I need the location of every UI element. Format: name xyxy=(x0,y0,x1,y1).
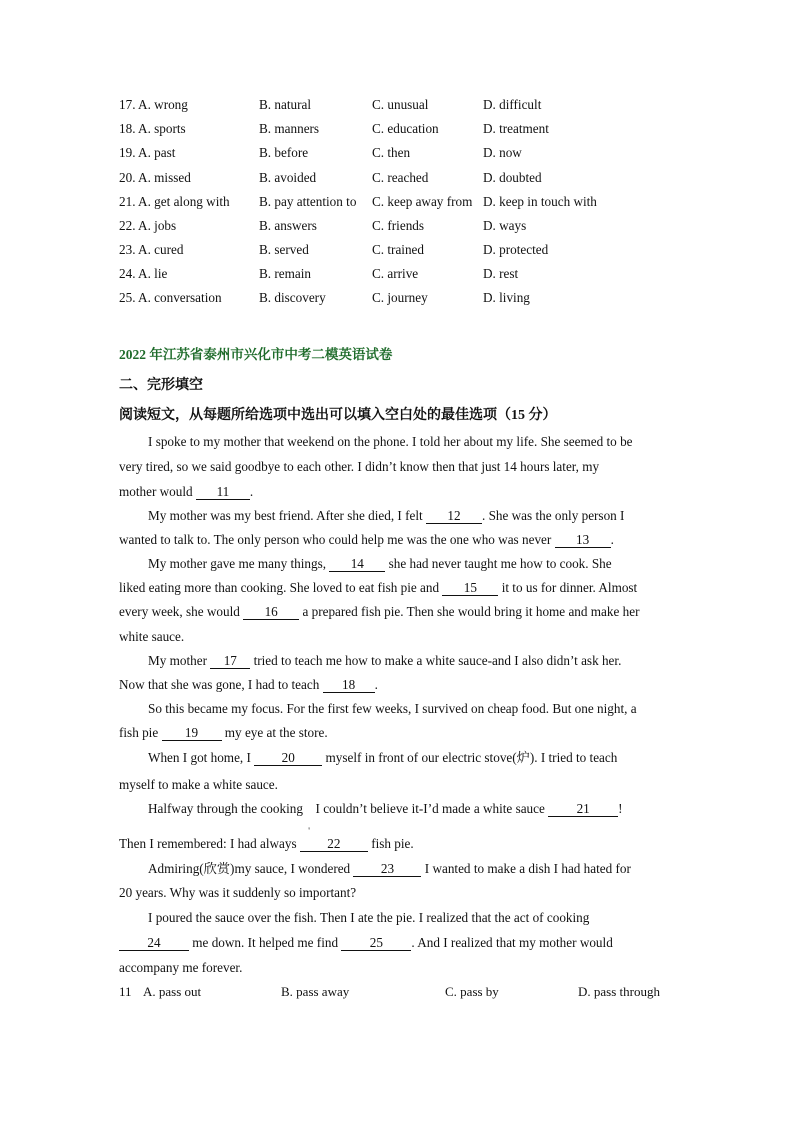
passage-line: accompany me forever. xyxy=(119,960,243,975)
option-d: D. pass through xyxy=(578,984,660,999)
blank-22: 22 xyxy=(300,837,368,852)
passage-line: Halfway through the cooking ' I couldn’t believe it-I’d made a white sauce 21 ! xyxy=(148,801,623,836)
question-number: 11 xyxy=(119,984,132,999)
blank-19: 19 xyxy=(162,726,222,741)
option-d: D. doubted xyxy=(483,170,542,185)
option-a: 25. A. conversation xyxy=(119,290,222,305)
blank-18: 18 xyxy=(323,678,375,693)
passage-line: My mother gave me many things, 14 she had never taught me how to cook. She xyxy=(148,556,612,571)
option-b: B. served xyxy=(259,242,309,257)
passage-line: 20 years. Why was it suddenly so important? xyxy=(119,885,357,900)
blank-12: 12 xyxy=(426,509,482,524)
passage-line: My mother 17 tried to teach me how to make a white sauce-and I also didn’t ask her. xyxy=(148,653,622,668)
option-d: D. keep in touch with xyxy=(483,194,597,209)
blank-25: 25 xyxy=(341,936,411,951)
option-row-11 xyxy=(119,984,679,1000)
passage-line: Admiring(欣赏)my sauce, I wondered 23 I wanted to make a dish I had hated for xyxy=(148,861,631,876)
option-a: A. pass out xyxy=(143,984,202,999)
option-d: D. living xyxy=(483,290,530,305)
passage-line: I poured the sauce over the fish. Then I ate the pie. I realized that the act of cooking xyxy=(148,910,590,925)
option-b: B. answers xyxy=(259,218,317,233)
option-d: D. now xyxy=(483,145,522,160)
option-a: 23. A. cured xyxy=(119,242,184,257)
option-b: B. pass away xyxy=(281,984,350,999)
option-a: 24. A. lie xyxy=(119,266,168,281)
passage-line: myself to make a white sauce. xyxy=(119,777,278,792)
passage-line: liked eating more than cooking. She loved to eat fish pie and 15 it to us for dinner. Almost xyxy=(119,580,638,595)
passage-line: When I got home, I 20 myself in front of our electric stove(炉). I tried to teach xyxy=(148,750,618,765)
option-b: B. manners xyxy=(259,121,320,136)
passage-line: wanted to talk to. The only person who could help me was the one who was never 13 . xyxy=(119,532,614,547)
option-a: 21. A. get along with xyxy=(119,194,230,209)
passage-line: 24 me down. It helped me find 25 . And I realized that my mother would xyxy=(119,935,613,951)
option-c: C. trained xyxy=(372,242,425,257)
passage-line: fish pie 19 my eye at the store. xyxy=(119,725,328,740)
option-d: D. difficult xyxy=(483,97,542,112)
option-c: C. then xyxy=(372,145,411,160)
option-a: 17. A. wrong xyxy=(119,97,188,112)
blank-15: 15 xyxy=(442,581,498,596)
option-c: C. keep away from xyxy=(372,194,473,209)
option-a: 18. A. sports xyxy=(119,121,186,136)
blank-16: 16 xyxy=(243,605,299,620)
blank-14: 14 xyxy=(329,557,385,572)
option-b: B. remain xyxy=(259,266,312,281)
option-d: D. treatment xyxy=(483,121,549,136)
option-b: B. pay attention to xyxy=(259,194,357,209)
option-d: D. rest xyxy=(483,266,519,281)
option-a: 22. A. jobs xyxy=(119,218,177,233)
passage-line: Now that she was gone, I had to teach 18 . xyxy=(119,677,378,692)
option-d: D. ways xyxy=(483,218,527,233)
section-heading: 二、完形填空 xyxy=(119,378,203,393)
passage-line: So this became my focus. For the first few weeks, I survived on cheap food. But one night, a xyxy=(148,701,637,716)
option-c: C. reached xyxy=(372,170,429,185)
option-c: C. education xyxy=(372,121,439,136)
instruction: 阅读短文，从每题所给选项中选出可以填入空白处的最佳选项（15 分） xyxy=(119,408,557,423)
exam-title: 2022 年江苏省泰州市兴化市中考二模英语试卷 xyxy=(119,347,393,362)
blank-21: 21 xyxy=(548,802,618,817)
passage-line: My mother was my best friend. After she died, I felt 12 . She was the only person I xyxy=(148,508,625,523)
blank-17: 17 xyxy=(210,654,250,669)
option-c: C. friends xyxy=(372,218,425,233)
option-d: D. protected xyxy=(483,242,549,257)
blank-11: 11 xyxy=(196,485,250,500)
option-b: B. before xyxy=(259,145,309,160)
blank-20: 20 xyxy=(254,751,322,766)
blank-13: 13 xyxy=(555,533,611,548)
passage-line: very tired, so we said goodbye to each other. I didn’t know then that just 14 hours later, my xyxy=(119,459,600,474)
passage-line: every week, she would 16 a prepared fish pie. Then she would bring it home and make her xyxy=(119,604,640,619)
blank-23: 23 xyxy=(353,862,421,877)
passage-line: mother would 11 . xyxy=(119,484,254,499)
option-b: B. discovery xyxy=(259,290,326,305)
option-a: 20. A. missed xyxy=(119,170,191,185)
option-c: C. pass by xyxy=(445,984,499,999)
option-c: C. unusual xyxy=(372,97,429,112)
passage-line: I spoke to my mother that weekend on the phone. I told her about my life. She seemed to be xyxy=(148,434,633,449)
option-c: C. journey xyxy=(372,290,428,305)
option-b: B. natural xyxy=(259,97,312,112)
passage-line: Then I remembered: I had always 22 fish pie. xyxy=(119,836,414,851)
passage-line: white sauce. xyxy=(119,629,185,644)
option-b: B. avoided xyxy=(259,170,317,185)
option-c: C. arrive xyxy=(372,266,419,281)
blank-24: 24 xyxy=(119,936,189,951)
option-a: 19. A. past xyxy=(119,145,176,160)
